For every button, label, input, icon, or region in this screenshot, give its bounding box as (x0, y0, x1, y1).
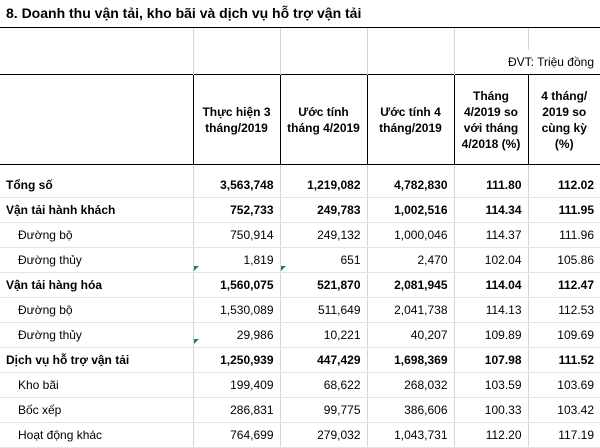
table-row (0, 348, 600, 373)
table-cell: 102.04 (454, 248, 528, 273)
table-cell: 3,563,748 (193, 173, 280, 198)
table-title: 8. Doanh thu vận tải, kho bãi và dịch vụ hỗ trợ vận tải (0, 0, 600, 28)
table-cell: 109.89 (454, 323, 528, 348)
table-cell: 249,132 (280, 223, 367, 248)
table-cell: 111.80 (454, 173, 528, 198)
column-header: Tháng 4/2019 so với tháng 4/2018 (%) (454, 75, 528, 165)
table-cell: 29,986 (193, 323, 280, 348)
table-cell: 103.42 (528, 398, 600, 423)
table-cell: 112.02 (528, 173, 600, 198)
table-cell: 117.19 (528, 423, 600, 448)
table-cell: 511,649 (280, 298, 367, 323)
table-cell: 1,219,082 (280, 173, 367, 198)
table-cell: 521,870 (280, 273, 367, 298)
row-label: Vận tải hàng hóa (0, 273, 193, 298)
table-row (0, 423, 600, 448)
comment-marker (194, 266, 199, 271)
table-cell: 112.47 (528, 273, 600, 298)
table-cell: 107.98 (454, 348, 528, 373)
table-row (0, 323, 600, 348)
table-cell: 99,775 (280, 398, 367, 423)
table-cell: 1,000,046 (367, 223, 454, 248)
table-cell: 114.04 (454, 273, 528, 298)
table-cell: 109.69 (528, 323, 600, 348)
gap-row (0, 165, 600, 174)
table-cell: 112.20 (454, 423, 528, 448)
table-row (0, 248, 600, 273)
table-cell: 752,733 (193, 198, 280, 223)
row-label: Đường thủy (0, 323, 193, 348)
table-cell: 10,221 (280, 323, 367, 348)
row-label: Đường thủy (0, 248, 193, 273)
table-cell: 68,622 (280, 373, 367, 398)
table-cell: 249,783 (280, 198, 367, 223)
revenue-table (0, 28, 600, 448)
column-header: Ước tính tháng 4/2019 (280, 75, 367, 165)
table-cell: 114.13 (454, 298, 528, 323)
table-cell: 1,002,516 (367, 198, 454, 223)
table-cell: 114.37 (454, 223, 528, 248)
table-cell: 2,470 (367, 248, 454, 273)
table-cell: 100.33 (454, 398, 528, 423)
comment-marker (194, 339, 199, 344)
row-label: Dịch vụ hỗ trợ vận tải (0, 348, 193, 373)
table-cell: 4,782,830 (367, 173, 454, 198)
row-label: Đường bộ (0, 223, 193, 248)
table-row (0, 398, 600, 423)
table-row (0, 223, 600, 248)
table-cell: 279,032 (280, 423, 367, 448)
table-cell: 40,207 (367, 323, 454, 348)
unit-label: ĐVT: Triệu đồng (454, 50, 600, 75)
table-cell: 103.69 (528, 373, 600, 398)
table-row (0, 298, 600, 323)
row-label: Kho bãi (0, 373, 193, 398)
table-cell: 114.34 (454, 198, 528, 223)
table-cell: 1,250,939 (193, 348, 280, 373)
row-label: Tổng số (0, 173, 193, 198)
comment-marker (281, 266, 286, 271)
table-row (0, 273, 600, 298)
table-cell: 111.96 (528, 223, 600, 248)
table-cell: 750,914 (193, 223, 280, 248)
table-cell: 286,831 (193, 398, 280, 423)
row-label: Đường bộ (0, 298, 193, 323)
table-cell: 2,081,945 (367, 273, 454, 298)
table-cell: 111.52 (528, 348, 600, 373)
header-row (0, 75, 600, 165)
table-cell: 764,699 (193, 423, 280, 448)
table-cell: 1,560,075 (193, 273, 280, 298)
row-label: Vận tải hành khách (0, 198, 193, 223)
table-cell: 268,032 (367, 373, 454, 398)
table-cell: 1,698,369 (367, 348, 454, 373)
spacer-row (0, 28, 600, 50)
table-cell: 105.86 (528, 248, 600, 273)
table-cell: 111.95 (528, 198, 600, 223)
table-cell: 1,043,731 (367, 423, 454, 448)
table-cell: 112.53 (528, 298, 600, 323)
table-row (0, 173, 600, 198)
table-row (0, 198, 600, 223)
column-header: 4 tháng/ 2019 so cùng kỳ (%) (528, 75, 600, 165)
table-cell: 386,606 (367, 398, 454, 423)
table-cell: 447,429 (280, 348, 367, 373)
column-header: Thực hiện 3 tháng/2019 (193, 75, 280, 165)
table-row (0, 373, 600, 398)
row-label: Bốc xếp (0, 398, 193, 423)
table-cell: 2,041,738 (367, 298, 454, 323)
table-cell: 1,530,089 (193, 298, 280, 323)
table-cell: 651 (280, 248, 367, 273)
table-cell: 1,819 (193, 248, 280, 273)
table-cell: 103.59 (454, 373, 528, 398)
row-label: Hoạt động khác (0, 423, 193, 448)
header-corner (0, 75, 193, 165)
column-header: Ước tính 4 tháng/2019 (367, 75, 454, 165)
unit-row (0, 50, 600, 75)
table-cell: 199,409 (193, 373, 280, 398)
